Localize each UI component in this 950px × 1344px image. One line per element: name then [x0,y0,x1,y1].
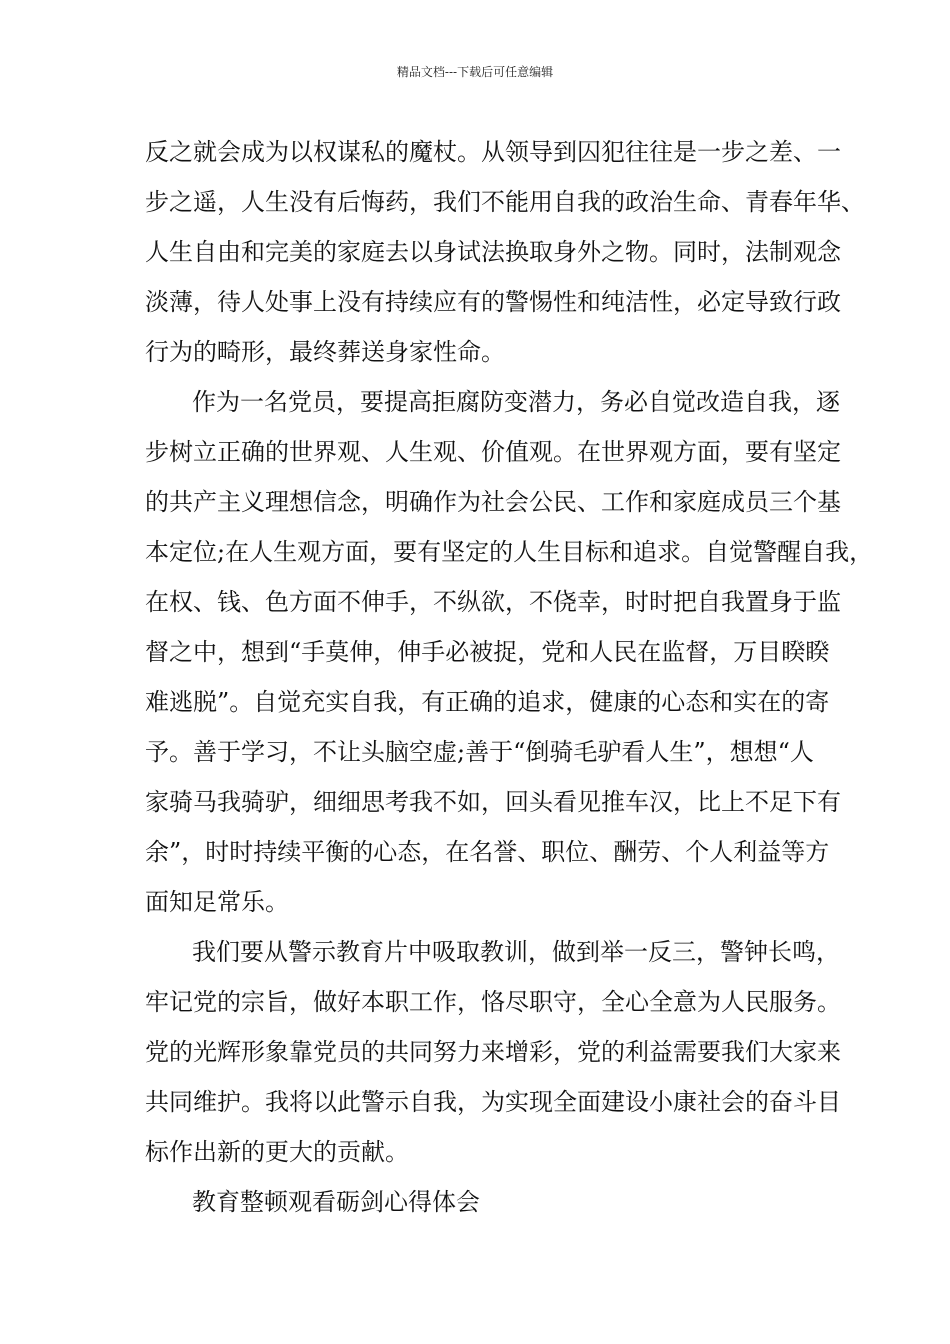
text-line: 的共产主义理想信念，明确作为社会公民、工作和家庭成员三个基 [145,488,841,516]
paragraph-2 [145,377,874,927]
paragraph-3 [145,927,841,1177]
page-header: 精品文档---下载后可任意编辑 [396,65,554,79]
text-line: 步树立正确的世界观、人生观、价值观。在世界观方面，要有坚定 [145,438,841,466]
text-line: 反之就会成为以权谋私的魔杖。从领导到囚犯往往是一步之差、一 [145,138,841,166]
document-body [145,127,874,1227]
text-line: 面知足常乐。 [145,888,289,916]
text-line: 予。善于学习，不让头脑空虚;善于“倒骑毛驴看人生”，想想“人 [145,738,814,766]
text-line: 行为的畸形，最终葬送身家性命。 [145,338,505,366]
text-line: 本定位;在人生观方面，要有坚定的人生目标和追求。自觉警醒自我， [145,538,874,566]
text-line: 淡薄，待人处事上没有持续应有的警惕性和纯洁性，必定导致行政 [145,288,841,316]
text-line: 在权、钱、色方面不伸手，不纵欲，不侥幸，时时把自我置身于监 [145,588,841,616]
text-line: 作为一名党员，要提高拒腐防变潜力，务必自觉改造自我，逐 [192,388,840,416]
text-line: 教育整顿观看砺剑心得体会 [192,1188,480,1216]
text-line: 难逃脱”。自觉充实自我，有正确的追求，健康的心态和实在的寄 [145,688,830,716]
text-line: 人生自由和完美的家庭去以身试法换取身外之物。同时，法制观念 [145,238,841,266]
text-line: 牢记党的宗旨，做好本职工作，恪尽职守，全心全意为人民服务。 [145,988,841,1016]
text-line: 党的光辉形象靠党员的共同努力来增彩，党的利益需要我们大家来 [145,1038,841,1066]
paragraph-1 [145,127,865,377]
text-line: 共同维护。我将以此警示自我，为实现全面建设小康社会的奋斗目 [145,1088,841,1116]
text-line: 我们要从警示教育片中吸取教训，做到举一反三，警钟长鸣， [192,938,840,966]
text-line: 步之遥，人生没有后悔药，我们不能用自我的政治生命、青春年华、 [145,188,865,216]
section-heading [145,1177,835,1227]
text-line: 余”，时时持续平衡的心态，在名誉、职位、酬劳、个人利益等方 [145,838,830,866]
text-line: 家骑马我骑驴，细细思考我不如，回头看见推车汉，比上不足下有 [145,788,841,816]
text-line: 标作出新的更大的贡献。 [145,1138,409,1166]
text-line: 督之中，想到“手莫伸，伸手必被捉，党和人民在监督，万目睽睽 [145,638,830,666]
